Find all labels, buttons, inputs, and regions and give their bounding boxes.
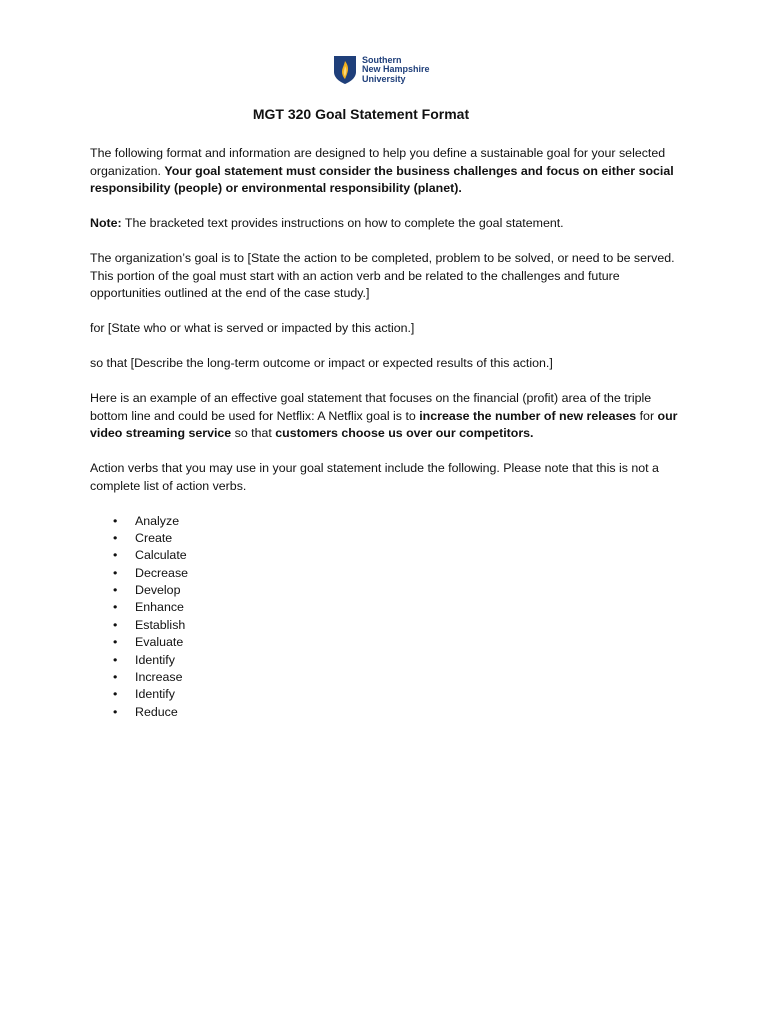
example-bold-2: our video streaming service [90,408,678,440]
list-item [90,565,690,582]
verb-label: Enhance [135,600,184,615]
list-item [90,704,690,721]
bullet-icon: • [113,652,118,667]
verb-label: Establish [135,617,186,632]
list-item [90,652,690,669]
verb-label: Calculate [135,548,187,563]
note-text: The bracketed text provides instructions on how to complete the goal statement. [121,216,564,230]
logo-line-2: New Hampshire [362,64,430,75]
list-item [90,599,690,616]
list-item [90,582,690,599]
note-label: Note: [90,216,122,230]
note-paragraph [90,215,690,233]
so-that-paragraph: so that [Describe the long-term outcome or impact or expected results of this action.] [90,356,553,370]
for-paragraph: for [State who or what is served or impacted by this action.] [90,321,415,335]
list-item [90,530,690,547]
list-item [90,669,690,686]
list-item [90,686,690,703]
document-title: MGT 320 Goal Statement Format [252,106,470,122]
bullet-icon: • [113,530,118,545]
example-text-2: for [636,408,658,423]
list-item [90,634,690,651]
verb-label: Evaluate [135,635,184,650]
example-text-1: Here is an example of an effective goal statement that focuses on the financial (profit) area of the triple bottom line and could be used for Netflix: A Netflix goal is to [90,391,652,423]
intro-bold-text: Your goal statement must consider the business challenges and focus on either social responsibility (people) or environmental responsibility (planet). [90,163,674,195]
logo-line-1: Southern [362,54,402,65]
university-logo [333,55,430,85]
document-body [90,145,690,721]
verb-label: Identify [135,652,175,667]
bullet-icon: • [113,670,118,685]
logo-wordmark [362,56,430,85]
bullet-icon: • [113,548,118,563]
list-item [90,617,690,634]
example-bold-1: increase the number of new releases [419,408,637,423]
verb-label: Create [135,530,173,545]
bullet-icon: • [113,513,118,528]
list-item [90,513,690,530]
example-paragraph [90,390,690,443]
shield-flame-icon [333,55,357,85]
bullet-icon: • [113,583,118,598]
verb-label: Increase [135,670,183,685]
bullet-icon: • [113,687,118,702]
intro-text: The following format and information are designed to help you define a sustainable goal for your selected organization. [90,146,666,178]
example-bold-3: customers choose us over our competitors. [275,426,534,440]
action-verbs-list [90,513,690,722]
verb-label: Identify [135,687,175,702]
bullet-icon: • [113,617,118,632]
bullet-icon: • [113,635,118,650]
verb-label: Analyze [135,513,180,528]
goal-paragraph: The organization’s goal is to [State the action to be completed, problem to be solved, or need to be served. This portion of the goal must start with an action verb and be related to the challenges and future opportunities outlined at the end of the case study.] [90,251,675,300]
bullet-icon: • [113,565,118,580]
bullet-icon: • [113,600,118,615]
list-item [90,547,690,564]
example-text-3: so that [231,426,276,440]
bullet-icon: • [113,704,118,719]
verb-label: Reduce [135,704,178,719]
logo-line-3: University [362,73,406,84]
verb-label: Decrease [135,565,189,580]
verbs-intro-paragraph: Action verbs that you may use in your goal statement include the following. Please note that this is not a complete list of action verbs. [90,461,659,493]
intro-paragraph [90,145,690,198]
verb-label: Develop [135,583,181,598]
